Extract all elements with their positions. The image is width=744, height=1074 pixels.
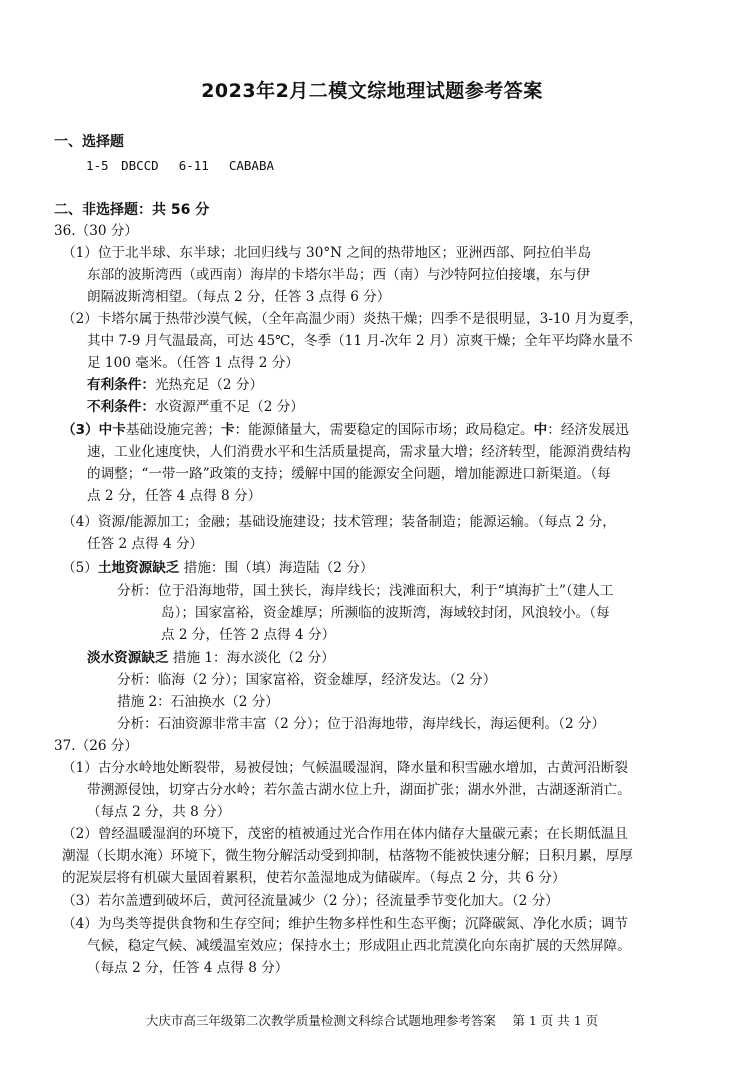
section-nonchoice-heading: 二、非选择题：共 56 分 [54, 202, 210, 218]
q36-p4-line1: （4）资源/能源加工；金融；基础设施建设；技术管理；装备制造；能源运输。（每点 2 分， [62, 514, 616, 530]
favorable-text: 光热充足（2 分） [154, 377, 264, 393]
q36-p1-line1: （1）位于北半球、东半球；北回归线与 30°N 之间的热带地区；亚洲西部、阿拉伯半岛 [62, 245, 592, 261]
q36-header: 36.（30 分） [54, 223, 139, 239]
q36-p3-zhong: 中 [533, 422, 548, 438]
q37-p4-line1: （4）为鸟类等提供食物和生存空间；维护生物多样性和生态平衡；沉降碳氮、净化水质；调节 [62, 916, 628, 932]
q36-p5-line1 [62, 559, 373, 577]
land-measure: 措施：围（填）海造陆（2 分） [179, 560, 374, 576]
q36-favorable [87, 376, 263, 394]
q36-p2-line3: 足 100 毫米。（任答 1 点得 2 分） [87, 355, 299, 371]
water-measure-1: 措施 1：海水淡化（2 分） [168, 650, 335, 666]
q36-p3-line4: 点 2 分，任答 4 点得 8 分） [87, 488, 262, 504]
water-analysis-2: 分析：石油资源非常丰富（2 分）；位于沿海地带，海岸线长，海运便利。（2 分） [117, 716, 606, 732]
choice-answers: 1-5 DBCCD 6-11 CABABA [86, 158, 275, 173]
land-shortage-label: 土地资源缺乏 [97, 560, 180, 576]
q37-p4-line3: （每点 2 分，任答 4 点得 8 分） [87, 960, 289, 976]
water-measure-2: 措施 2：石油换水（2 分） [117, 694, 279, 710]
q37-p1-line2: 带溯源侵蚀，切穿古分水岭；若尔盖古湖水位上升，湖面扩张；湖水外泄，古湖逐渐消亡。 [87, 782, 631, 798]
q36-p1-line2: 东部的波斯湾西（或西南）海岸的卡塔尔半岛；西（南）与沙特阿拉伯接壤，东与伊 [87, 267, 590, 283]
page-title: 2023年2月二模文综地理试题参考答案 [201, 80, 543, 102]
page-footer: 大庆市高三年级第二次教学质量检测文科综合试题地理参考答案 第 1 页 共 1 页 [145, 1013, 599, 1028]
q36-p5-number: （5） [62, 560, 98, 576]
water-analysis-1: 分析：临海（2 分）；国家富裕，资金雄厚，经济发达。（2 分） [117, 672, 497, 688]
q37-p2-line2: 潮湿（长期水淹）环境下，微生物分解活动受到抑制，枯落物不能被快速分解；日积月累，厚厚 [62, 848, 633, 864]
favorable-label: 有利条件： [87, 377, 155, 393]
q36-p3-line3: 的调整；“一带一路”政策的支持；缓解中国的能源安全问题，增加能源进口新渠道。（每 [87, 466, 611, 482]
q36-p3-zhongka: 中卡 [98, 422, 126, 438]
q36-p3-text-b: ：能源储量大，需要稳定的国际市场；政局稳定。 [234, 422, 534, 438]
q36-p3-line1 [62, 421, 629, 439]
q36-p3-ka: 卡 [221, 422, 235, 438]
water-shortage-line [87, 649, 335, 667]
q36-p3-text-a: 基础设施完善； [125, 422, 221, 438]
q36-p1-line3: 朗隔波斯湾相望。（每点 2 分，任答 3 点得 6 分） [87, 289, 391, 305]
q36-p4-line2: 任答 2 点得 4 分） [87, 536, 204, 552]
q37-p4-line2: 气候，稳定气候、减缓温室效应；保持水土；形成阻止西北荒漠化向东南扩展的天然屏障。 [87, 938, 631, 954]
q37-header: 37.（26 分） [54, 738, 139, 754]
unfavorable-label: 不利条件： [87, 399, 155, 415]
unfavorable-text: 水资源严重不足（2 分） [154, 399, 304, 415]
q36-p2-line2: 其中 7-9 月气温最高，可达 45℃，冬季（11 月-次年 2 月）凉爽干燥；全年平均降水量不 [87, 333, 633, 349]
land-analysis-line1: 分析：位于沿海地带，国土狭长，海岸线长；浅滩面积大，利于“填海扩土”（建人工 [117, 583, 614, 599]
q37-p1-line1: （1）古分水岭地处断裂带，易被侵蚀；气候温暖湿润，降水量和积雪融水增加，古黄河沿断裂 [62, 760, 628, 776]
q37-p2-line1: （2）曾经温暖湿润的环境下，茂密的植被通过光合作用在体内储存大量碳元素；在长期低温且 [62, 826, 628, 842]
q37-p1-line3: （每点 2 分，共 8 分） [87, 804, 231, 820]
land-analysis-line3: 点 2 分，任答 2 点得 4 分） [161, 627, 336, 643]
q36-p2-line1: （2）卡塔尔属于热带沙漠气候，（全年高温少雨）炎热干燥；四季不是很明显，3-10 月为夏季， [62, 311, 643, 327]
q37-p2-line3: 的泥炭层将有机碳大量固着累积，使若尔盖湿地成为储碳库。（每点 2 分，共 6 分） [62, 870, 566, 886]
q37-p3: （3）若尔盖遭到破坏后，黄河径流量减少（2 分）；径流量季节变化加大。（2 分） [62, 893, 559, 909]
q36-p3-number: （3） [62, 422, 99, 438]
q36-p3-line2: 速，工业化速度快，人们消费水平和生活质量提高，需求量大增；经济转型，能源消费结构 [87, 444, 631, 460]
land-analysis-line2: 岛）；国家富裕，资金雄厚；所濒临的波斯湾，海域较封闭，风浪较小。（每 [161, 605, 610, 621]
section-choice-heading: 一、选择题 [54, 134, 124, 150]
water-shortage-label: 淡水资源缺乏 [87, 650, 169, 666]
q36-unfavorable [87, 398, 304, 416]
q36-p3-text-c: ：经济发展迅 [547, 422, 629, 438]
